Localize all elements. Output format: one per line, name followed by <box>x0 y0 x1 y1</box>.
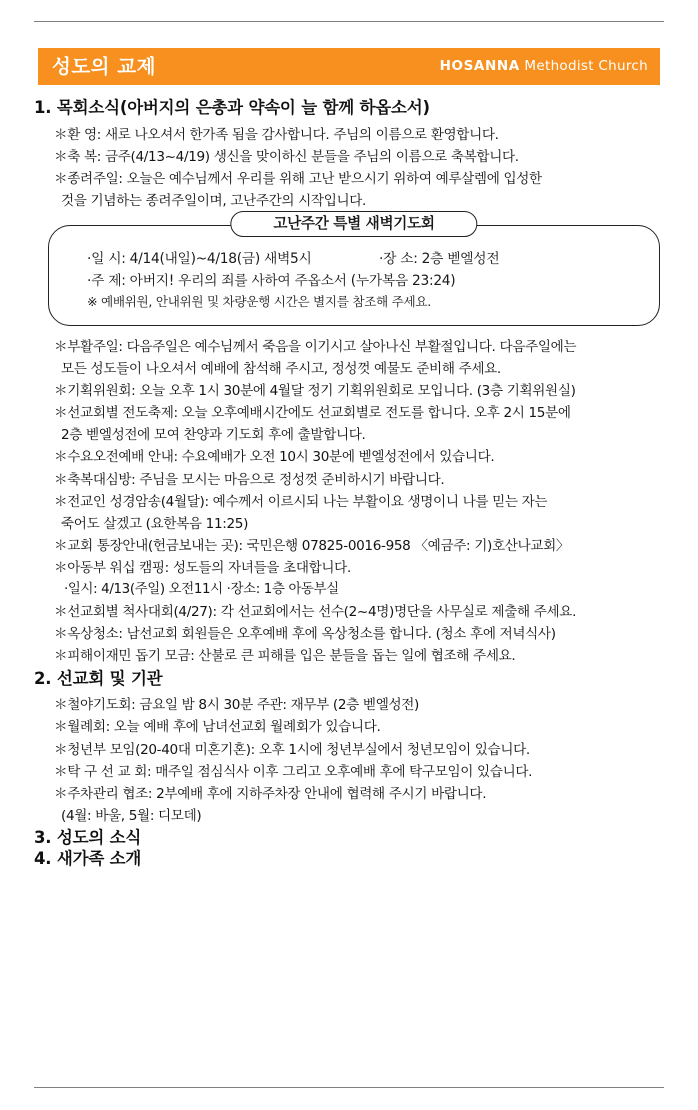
list-item <box>54 762 668 783</box>
list-item-continuation <box>54 425 668 446</box>
notice-box-rows <box>49 248 659 313</box>
bullet-marker: ＊ <box>54 763 68 780</box>
list-item-text: 주차관리 협조: 2부예배 후에 지하주차장 안내에 협력해 주시기 바랍니다. <box>67 785 487 802</box>
list-item-text: 월례회: 오늘 예배 후에 남녀선교회 월례회가 있습니다. <box>67 719 381 736</box>
bullet-marker: ＊ <box>54 626 68 643</box>
bullet-marker: ＊ <box>54 493 68 510</box>
list-item <box>54 717 668 738</box>
list-item <box>54 169 668 190</box>
section-2-items <box>34 695 668 826</box>
section-heading-2: 2. 선교회 및 기관 <box>34 668 163 688</box>
bullet-marker: ＊ <box>54 785 68 802</box>
bullet-marker: ＊ <box>54 338 68 355</box>
list-item <box>54 147 668 168</box>
list-item-text: 일시: 4/13(주일) 오전11시 ·장소: 1층 아동부실 <box>67 582 339 598</box>
bullet-marker: ＊ <box>54 170 68 187</box>
bullet-marker: ＊ <box>54 697 68 714</box>
list-item-text: (4월: 바울, 5월: 디모데) <box>61 808 202 825</box>
list-item <box>54 624 668 645</box>
list-item-text: 옥상청소: 남선교회 회원들은 오후예배 후에 옥상청소를 합니다. (청소 후에 저녁식사) <box>67 626 556 643</box>
list-item-text: 기획위원회: 오늘 오후 1시 30분에 4월달 정기 기획위원회로 모입니다. (3층 기획위원실) <box>67 382 576 399</box>
bullet-marker: ＊ <box>54 537 68 554</box>
list-item-continuation <box>54 514 668 535</box>
list-item-text: 청년부 모임(20-40대 미혼기혼): 오후 1시에 청년부실에서 청년모임이 있습니다. <box>67 741 530 758</box>
list-item-text: 부활주일: 다음주일은 예수님께서 죽음을 이기시고 살아나신 부활절입니다. 다음주일에는 <box>67 338 577 355</box>
notice-row-schedule <box>71 248 637 270</box>
list-item <box>54 695 668 716</box>
list-item <box>54 784 668 805</box>
bullet-marker: ＊ <box>54 648 68 665</box>
list-item <box>54 470 668 491</box>
bullet-marker: ＊ <box>54 719 68 736</box>
list-item <box>54 740 668 761</box>
list-item <box>54 125 668 146</box>
list-item <box>54 602 668 623</box>
list-item-continuation <box>54 191 668 212</box>
list-item-text: 선교회별 전도축제: 오늘 오후예배시간에도 선교회별로 전도를 합니다. 오후 2시 15분에 <box>67 405 571 422</box>
list-item-text: 죽어도 살겠고 (요한복음 11:25) <box>61 515 249 532</box>
list-item-text: 종려주일: 오늘은 예수님께서 우리를 위해 고난 받으시기 위하여 예루살렘에 입성한 <box>67 170 542 187</box>
list-item <box>54 558 668 579</box>
list-item-text: 전교인 성경암송(4월달): 예수께서 이르시되 나는 부활이요 생명이니 나를 믿는 자는 <box>67 493 548 510</box>
bullet-marker: ＊ <box>54 382 68 399</box>
section-heading-4: 4. 새가족 소개 <box>34 848 142 868</box>
list-item-text: 교회 통장안내(헌금보내는 곳): 국민은행 07825-0016-958 〈예금주: 기)호산나교회〉 <box>67 537 570 554</box>
list-item-sub <box>54 580 668 600</box>
list-item <box>54 646 668 667</box>
bulletin-content <box>34 98 668 869</box>
list-item <box>54 536 668 557</box>
section-heading-3: 3. 성도의 소식 <box>34 828 142 848</box>
page-header-banner <box>38 48 660 85</box>
bullet-marker: ＊ <box>54 405 68 422</box>
list-item <box>54 403 668 424</box>
dawn-prayer-notice-box <box>48 214 660 326</box>
section-1-items-after-box <box>34 337 668 668</box>
bullet-marker: ＊ <box>54 560 68 577</box>
notice-footnote: ※ 예배위원, 안내위원 및 차량운행 시간은 별지를 참조해 주세요. <box>87 294 431 310</box>
bullet-marker: ＊ <box>54 471 68 488</box>
list-item-text: 환 영: 새로 나오셔서 한가족 됨을 감사합니다. 주님의 이름으로 환영합니다. <box>67 126 499 143</box>
list-item-continuation <box>54 359 668 380</box>
list-item-text: 모든 성도들이 나오셔서 예배에 참석해 주시고, 정성껏 예물도 준비해 주세요. <box>61 360 501 377</box>
list-item-text: 피해이재민 돕기 모금: 산불로 큰 피해를 입은 분들을 돕는 일에 협조해 주세요. <box>67 648 516 665</box>
list-item-text: 탁 구 선 교 회: 매주일 점심식사 이후 그리고 오후예배 후에 탁구모임이 있습니다. <box>67 763 533 780</box>
bullet-marker: ＊ <box>54 604 68 621</box>
notice-location: ·장 소: 2층 벧엘성전 <box>379 250 500 267</box>
list-item-text: 것을 기념하는 종려주일이며, 고난주간의 시작입니다. <box>61 193 367 210</box>
list-item-continuation <box>54 806 668 827</box>
top-divider <box>34 21 664 22</box>
page-title: 성도의 교제 <box>52 54 156 78</box>
bullet-marker: · <box>64 582 68 598</box>
list-item <box>54 447 668 468</box>
church-brand <box>439 57 648 74</box>
list-item <box>54 381 668 402</box>
list-item-text: 수요오전예배 안내: 수요예배가 오전 10시 30분에 벧엘성전에서 있습니다. <box>67 449 495 466</box>
list-item-text: 선교회별 척사대회(4/27): 각 선교회에서는 선수(2~4명)명단을 사무실로 제출해 주세요. <box>67 604 577 621</box>
list-item-text: 축 복: 금주(4/13~4/19) 생신을 맞이하신 분들을 주님의 이름으로 축복합니다. <box>67 148 519 165</box>
bullet-marker: ＊ <box>54 148 68 165</box>
church-brand-subtitle: Methodist Church <box>524 57 648 74</box>
section-1-items-before-box <box>34 125 668 212</box>
list-item <box>54 337 668 358</box>
section-heading-1: 1. 목회소식(아버지의 은총과 약속이 늘 함께 하옵소서) <box>34 98 430 117</box>
notice-datetime: ·일 시: 4/14(내일)~4/18(금) 새벽5시 <box>87 250 312 267</box>
list-item-text: 철야기도회: 금요일 밤 8시 30분 주관: 재무부 (2층 벧엘성전) <box>67 697 419 714</box>
list-item-text: 아동부 워십 캠핑: 성도들의 자녀들을 초대합니다. <box>67 560 351 577</box>
church-brand-name: HOSANNA <box>439 57 520 74</box>
notice-row-topic: ·주 제: 아버지! 우리의 죄를 사하여 주옵소서 (누가복음 23:24) <box>87 273 456 290</box>
bullet-marker: ＊ <box>54 741 68 758</box>
bullet-marker: ＊ <box>54 126 68 143</box>
bottom-divider <box>34 1087 664 1088</box>
list-item <box>54 492 668 513</box>
notice-box-title: 고난주간 특별 새벽기도회 <box>230 211 477 238</box>
bullet-marker: ＊ <box>54 449 68 466</box>
list-item-text: 2층 벧엘성전에 모여 찬양과 기도회 후에 출발합니다. <box>61 427 366 444</box>
list-item-text: 축복대심방: 주님을 모시는 마음으로 정성껏 준비하시기 바랍니다. <box>67 471 445 488</box>
